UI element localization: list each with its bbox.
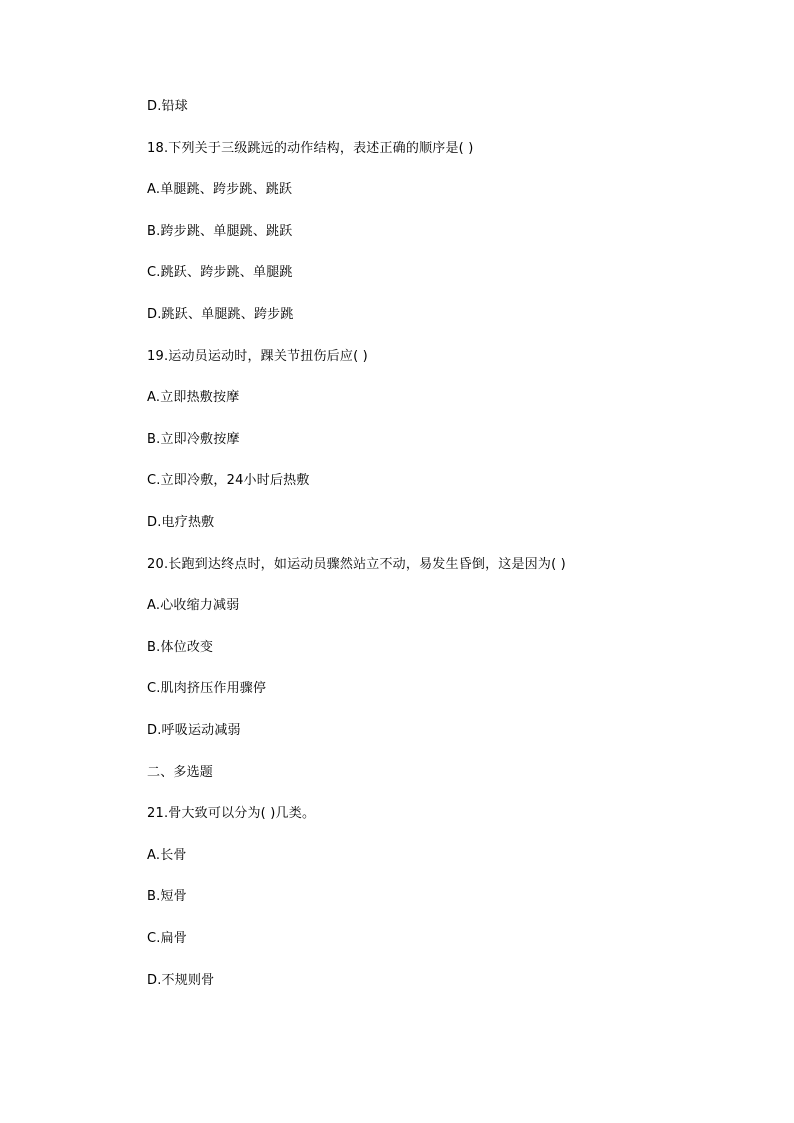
question-19: 19.运动员运动时，踝关节扭伤后应( ) bbox=[147, 349, 368, 364]
option-19-c: C.立即冷敷，24小时后热敷 bbox=[147, 473, 310, 488]
option-18-a: A.单腿跳、跨步跳、跳跃 bbox=[147, 182, 293, 197]
question-20: 20.长跑到达终点时，如运动员骤然站立不动，易发生昏倒，这是因为( ) bbox=[147, 557, 566, 572]
question-18: 18.下列关于三级跳远的动作结构，表述正确的顺序是( ) bbox=[147, 141, 474, 156]
option-20-c: C.肌肉挤压作用骤停 bbox=[147, 681, 267, 696]
option-18-c: C.跳跃、跨步跳、单腿跳 bbox=[147, 265, 293, 280]
option-20-d: D.呼吸运动减弱 bbox=[147, 723, 241, 738]
section-heading: 二、多选题 bbox=[147, 765, 214, 780]
option-19-b: B.立即冷敷按摩 bbox=[147, 432, 240, 447]
option-20-b: B.体位改变 bbox=[147, 640, 214, 655]
option-21-a: A.长骨 bbox=[147, 848, 187, 863]
option-21-d: D.不规则骨 bbox=[147, 973, 215, 988]
option-18-b: B.跨步跳、单腿跳、跳跃 bbox=[147, 224, 293, 239]
option-17-d: D.铅球 bbox=[147, 99, 188, 114]
option-21-b: B.短骨 bbox=[147, 889, 187, 904]
question-21: 21.骨大致可以分为( )几类。 bbox=[147, 806, 316, 821]
option-18-d: D.跳跃、单腿跳、跨步跳 bbox=[147, 307, 294, 322]
option-19-a: A.立即热敷按摩 bbox=[147, 390, 240, 405]
option-20-a: A.心收缩力减弱 bbox=[147, 598, 240, 613]
option-21-c: C.扁骨 bbox=[147, 931, 188, 946]
option-19-d: D.电疗热敷 bbox=[147, 515, 215, 530]
